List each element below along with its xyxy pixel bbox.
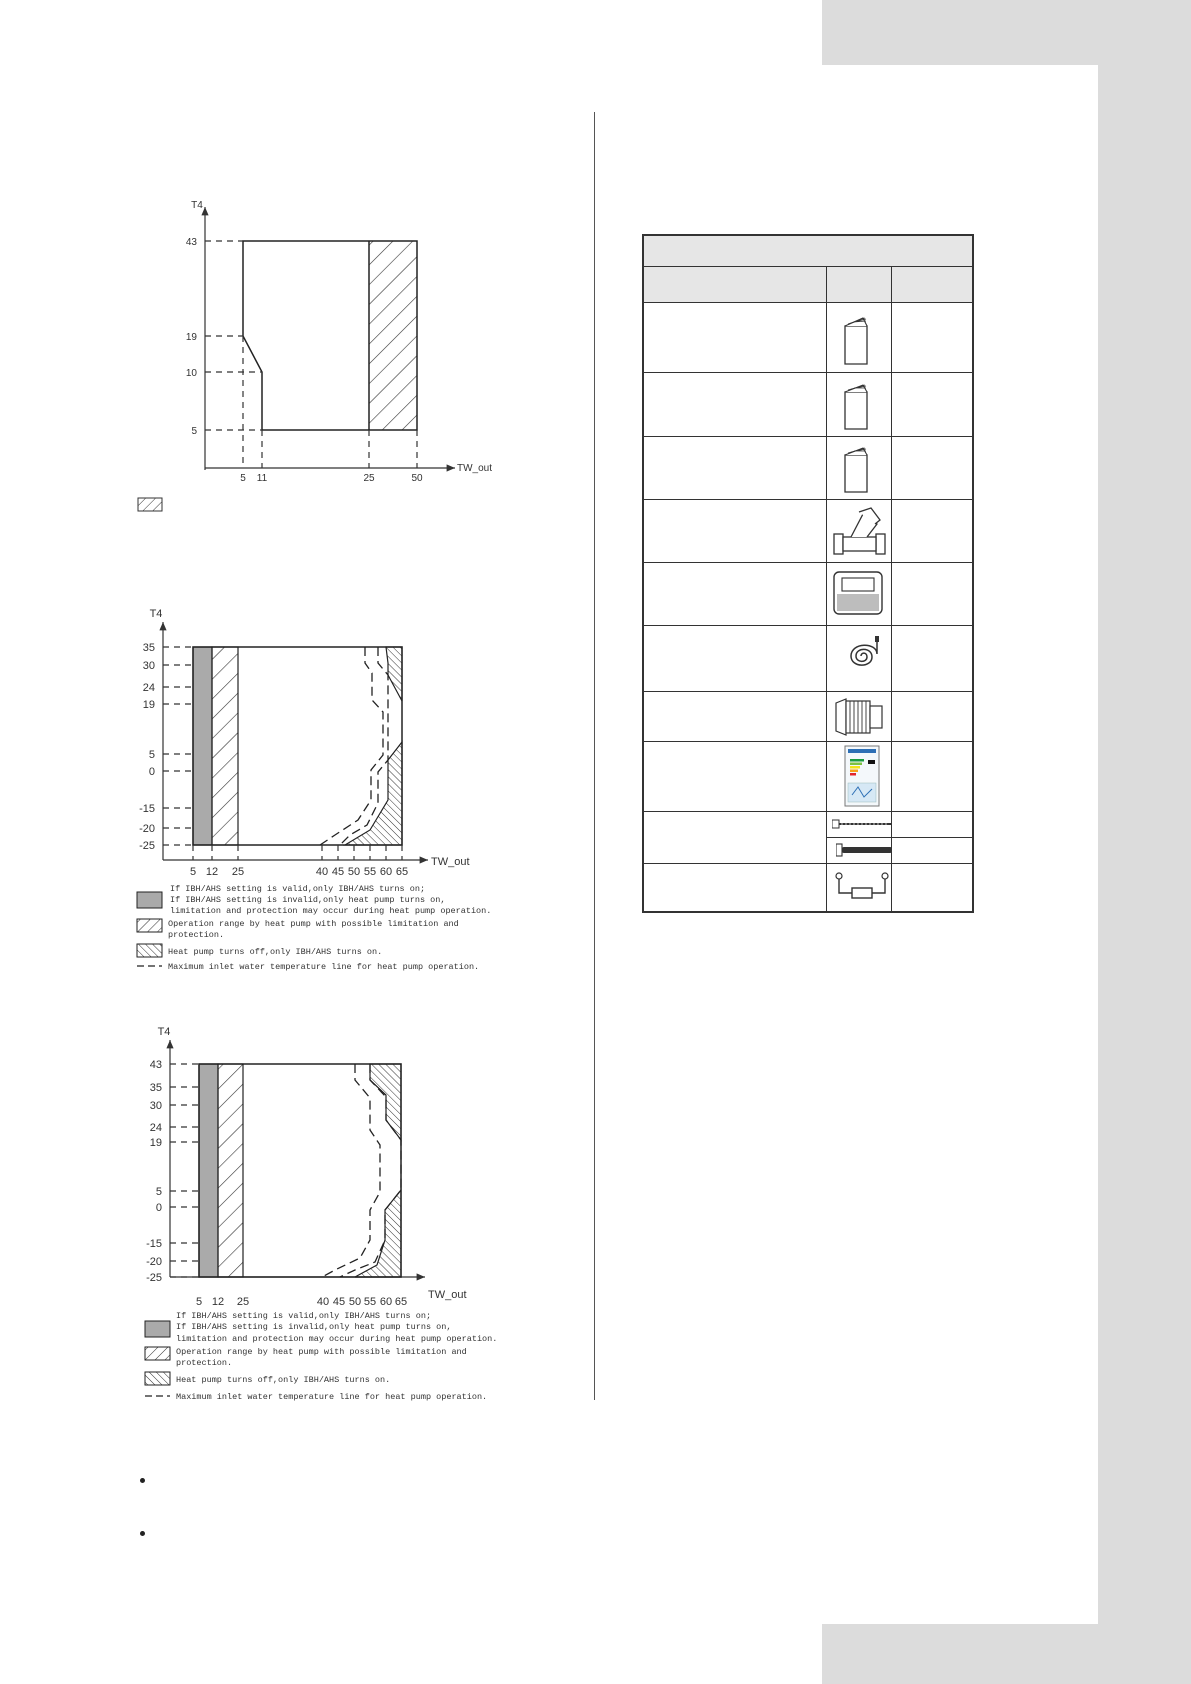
chart-2 <box>137 608 491 972</box>
chart2-legend-hatch <box>137 919 162 932</box>
chart2-xtick: 60 <box>379 866 393 878</box>
chart-1 <box>138 200 492 511</box>
chart3-xtick: 65 <box>394 1296 408 1308</box>
chart2-ytick: -25 <box>139 840 155 852</box>
chart3-legend-text: If IBH/AHS setting is invalid,only heat pump turns on, <box>176 1322 452 1332</box>
y-filter-icon <box>831 506 889 558</box>
chart3-legend-text: protection. <box>176 1358 233 1368</box>
chart2-ytick: -20 <box>139 823 155 835</box>
chart3-y-label: T4 <box>157 1026 171 1038</box>
tube-coil-icon <box>839 632 883 680</box>
chart3-ytick: 24 <box>149 1122 162 1134</box>
chart2-xtick: 65 <box>395 866 409 878</box>
chart1-xtick: 50 <box>411 473 423 484</box>
chart2-xtick: 50 <box>347 866 361 878</box>
chart3-ytick: 43 <box>149 1059 162 1071</box>
chart3-ytick: -25 <box>146 1272 162 1284</box>
bullet-point <box>140 1531 145 1536</box>
chart2-ytick: 35 <box>142 642 155 654</box>
chart3-grey-region <box>199 1064 218 1277</box>
chart1-y-label: T4 <box>191 200 203 211</box>
chart1-ytick: 5 <box>191 426 197 437</box>
chart2-legend-grey <box>137 892 162 908</box>
chart3-xtick: 45 <box>332 1296 346 1308</box>
chart1-ytick: 10 <box>185 368 197 379</box>
chart3-ytick: 30 <box>149 1100 162 1112</box>
chart2-x-label: TW_out <box>431 856 470 868</box>
chart3-xtick: 5 <box>195 1296 203 1308</box>
chart3-xtick: 40 <box>316 1296 330 1308</box>
manual-icon <box>839 316 879 366</box>
chart3-xtick: 25 <box>236 1296 250 1308</box>
chart1-x-label: TW_out <box>457 463 493 474</box>
chart1-xtick: 25 <box>363 473 375 484</box>
chart3-legend-grey <box>145 1321 170 1337</box>
chart3-xtick: 55 <box>363 1296 377 1308</box>
chart1-legend-swatch <box>138 498 162 511</box>
chart3-xtick: 50 <box>348 1296 362 1308</box>
manual-icon <box>839 383 879 431</box>
chart2-hatched-region <box>212 647 238 845</box>
chart2-ytick: 19 <box>142 699 155 711</box>
chart2-ytick: 5 <box>148 749 155 761</box>
chart2-legend-text: Operation range by heat pump with possible limitation and <box>168 919 459 929</box>
chart3-legend-crosshatch <box>145 1372 170 1385</box>
chart3-ytick: 19 <box>149 1137 162 1149</box>
chart2-legend-text: Maximum inlet water temperature line for heat pump operation. <box>168 962 480 972</box>
chart2-ytick: 24 <box>142 682 155 694</box>
chart2-legend-text: If IBH/AHS setting is invalid,only heat pump turns on, <box>170 895 446 905</box>
chart1-xtick: 5 <box>240 473 246 484</box>
bullet-point <box>140 1478 145 1483</box>
chart2-legend-text: If IBH/AHS setting is valid,only IBH/AHS turns on; <box>170 884 426 894</box>
chart3-legend-text: limitation and protection may occur during heat pump operation. <box>176 1334 498 1344</box>
chart2-y-label: T4 <box>149 608 163 620</box>
chart1-ytick: 43 <box>185 237 197 248</box>
chart2-legend-crosshatch <box>137 944 162 957</box>
chart3-legend-hatch <box>145 1347 170 1360</box>
table-subheader <box>644 267 972 302</box>
resistor-cable-icon <box>834 871 890 901</box>
chart2-xtick: 5 <box>189 866 197 878</box>
chart3-x-label: TW_out <box>428 1289 467 1301</box>
chart2-legend-text: Heat pump turns off,only IBH/AHS turns on. <box>168 947 383 957</box>
chart-3 <box>145 1026 497 1402</box>
chart2-grey-region <box>193 647 212 845</box>
screw-icon <box>836 842 894 858</box>
accessories-table <box>642 234 974 913</box>
chart3-legend-text: Heat pump turns off,only IBH/AHS turns on. <box>176 1375 391 1385</box>
chart2-xtick: 40 <box>315 866 329 878</box>
chart3-legend-text: Maximum inlet water temperature line for heat pump operation. <box>176 1392 488 1402</box>
chart3-ytick: 5 <box>155 1186 162 1198</box>
thermostat-icon <box>832 570 884 616</box>
chart3-ytick: -15 <box>146 1238 162 1250</box>
chart3-ytick: -20 <box>146 1256 162 1268</box>
chart2-xtick: 55 <box>363 866 377 878</box>
chart3-ytick: 35 <box>149 1082 162 1094</box>
chart2-xtick: 12 <box>205 866 219 878</box>
chart3-hatched-region <box>218 1064 243 1277</box>
chart3-legend-text: Operation range by heat pump with possible limitation and <box>176 1347 467 1357</box>
cable-tie-icon <box>832 818 894 830</box>
chart2-legend-text: protection. <box>168 930 225 940</box>
chart2-xtick: 25 <box>231 866 245 878</box>
chart2-ytick: 0 <box>148 766 155 778</box>
table-header <box>644 236 972 267</box>
chart1-ytick: 19 <box>185 332 197 343</box>
chart1-xtick: 11 <box>256 473 268 484</box>
chart1-hatched-region <box>369 241 417 430</box>
chart2-ytick: -15 <box>139 803 155 815</box>
chart3-xtick: 12 <box>211 1296 225 1308</box>
manual-icon <box>839 446 879 494</box>
chart2-xtick: 45 <box>331 866 345 878</box>
chart2-legend-text: limitation and protection may occur during heat pump operation. <box>170 906 492 916</box>
chart3-legend-text: If IBH/AHS setting is valid,only IBH/AHS turns on; <box>176 1311 432 1321</box>
energy-label-icon <box>844 745 882 807</box>
chart3-xtick: 60 <box>379 1296 393 1308</box>
chart2-ytick: 30 <box>142 660 155 672</box>
chart3-ytick: 0 <box>155 1202 162 1214</box>
connector-icon <box>834 697 886 737</box>
